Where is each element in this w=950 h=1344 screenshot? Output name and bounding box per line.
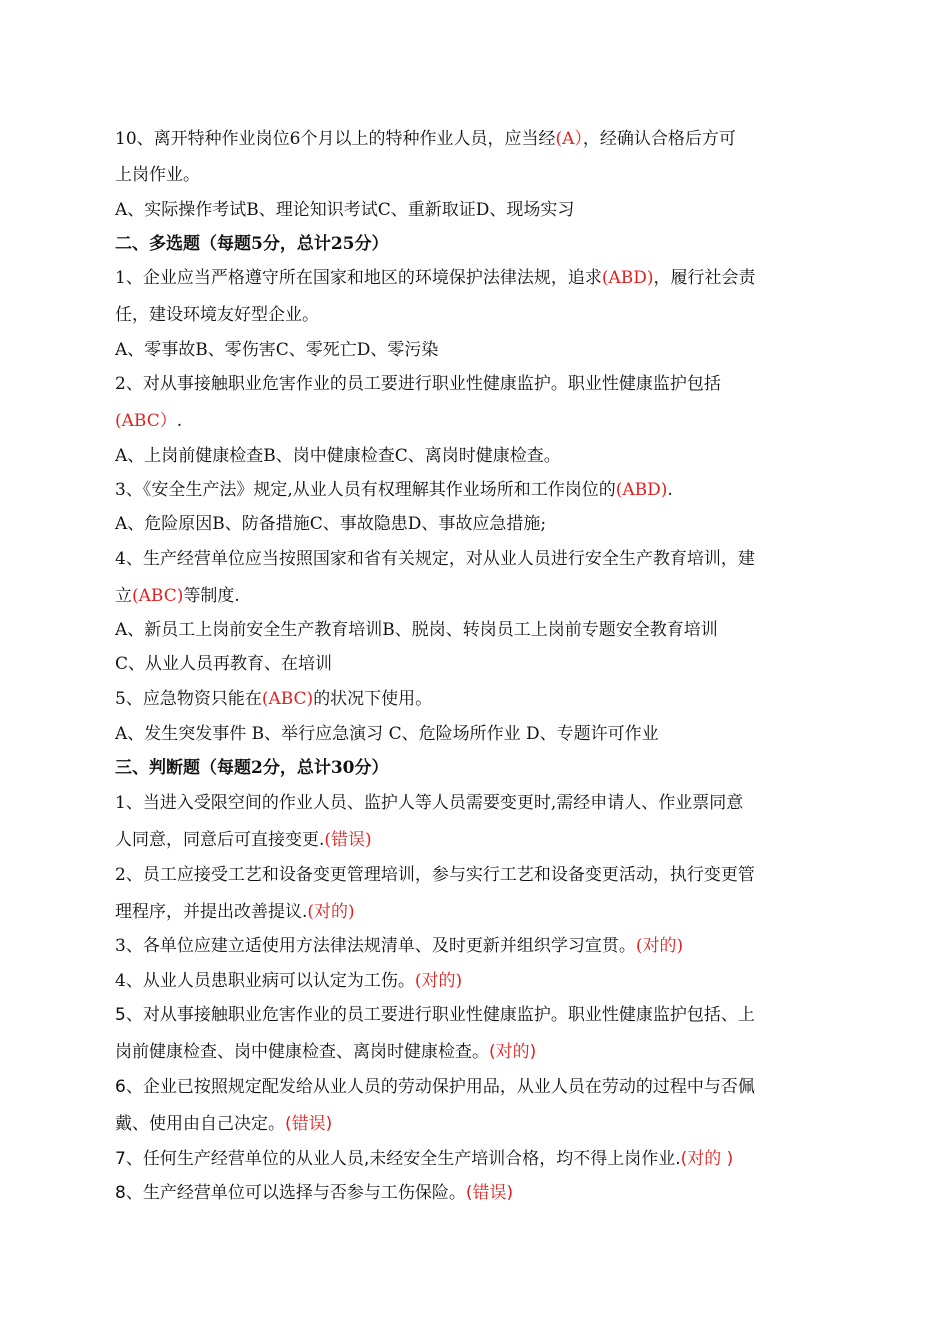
answer-mark: (错误) xyxy=(324,830,372,850)
mc-q2-line-2: (ABC）. xyxy=(115,411,183,431)
mc-q3-options: A、危险原因B、防备措施C、事故隐患D、事故应急措施; xyxy=(115,514,547,534)
mc-q1-line-2: 任，建设环境友好型企业。 xyxy=(115,305,319,325)
q10-options: A、实际操作考试B、理论知识考试C、重新取证D、现场实习 xyxy=(115,200,575,220)
tf-q6-line-1: 6、企业已按照规定配发给从业人员的劳动保护用品，从业人员在劳动的过程中与否佩 xyxy=(115,1077,755,1097)
answer-mark: (对的) xyxy=(414,971,463,991)
mc-q4-options-2: C、从业人员再教育、在培训 xyxy=(115,654,333,674)
section-3-heading: 三、判断题（每题2分，总计30分） xyxy=(115,758,389,778)
answer-mark: (ABD) xyxy=(615,480,668,500)
tf-q1-line-1: 1、当进入受限空间的作业人员、监护人等人员需要变更时,需经申请人、作业票同意 xyxy=(115,793,744,813)
mc-q2-options: A、上岗前健康检查B、岗中健康检查C、离岗时健康检查。 xyxy=(115,446,561,466)
tf-q7-line: 7、任何生产经营单位的从业人员,未经安全生产培训合格，均不得上岗作业.(对的 ) xyxy=(115,1149,734,1169)
answer-mark: (ABD) xyxy=(601,268,654,288)
answer-mark: (对的) xyxy=(307,902,355,922)
q10-line-2: 上岗作业。 xyxy=(115,165,200,185)
answer-mark: (ABC) xyxy=(132,586,184,606)
tf-q2-line-2: 理程序，并提出改善提议.(对的) xyxy=(115,902,355,922)
section-2-heading: 二、多选题（每题5分，总计25分） xyxy=(115,234,389,254)
tf-q5-line-1: 5、对从事接触职业危害作业的员工要进行职业性健康监护。职业性健康监护包括、上 xyxy=(115,1005,755,1025)
tf-q2-line-1: 2、员工应接受工艺和设备变更管理培训，参与实行工艺和设备变更活动，执行变更管 xyxy=(115,865,755,885)
answer-mark: (ABC) xyxy=(261,689,314,709)
mc-q5-options: A、发生突发事件 B、举行应急演习 C、危险场所作业 D、专题许可作业 xyxy=(115,724,659,744)
q10-line-1: 10、离开特种作业岗位6个月以上的特种作业人员，应当经(A），经确认合格后方可 xyxy=(115,129,736,149)
tf-q5-line-2: 岗前健康检查、岗中健康检查、离岗时健康检查。(对的) xyxy=(115,1042,537,1062)
mc-q3-line-1: 3、《安全生产法》规定,从业人员有权理解其作业场所和工作岗位的(ABD). xyxy=(115,480,673,500)
mc-q4-line-2: 立(ABC)等制度. xyxy=(115,586,240,606)
answer-mark: (错误) xyxy=(465,1183,514,1203)
mc-q4-options-1: A、新员工上岗前安全生产教育培训B、脱岗、转岗员工上岗前专题安全教育培训 xyxy=(115,620,718,640)
answer-mark: (对的) xyxy=(489,1042,537,1062)
answer-mark: (对的) xyxy=(635,936,684,956)
answer-mark: (对的 ) xyxy=(680,1149,734,1169)
mc-q1-options: A、零事故B、零伤害C、零死亡D、零污染 xyxy=(115,340,439,360)
tf-q6-line-2: 戴、使用由自己决定。(错误) xyxy=(115,1114,333,1134)
mc-q4-line-1: 4、生产经营单位应当按照国家和省有关规定，对从业人员进行安全生产教育培训，建 xyxy=(115,549,755,569)
mc-q2-line-1: 2、对从事接触职业危害作业的员工要进行职业性健康监护。职业性健康监护包括 xyxy=(115,374,721,394)
answer-mark: (错误) xyxy=(285,1114,333,1134)
answer-mark: (ABC） xyxy=(115,411,177,431)
answer-mark: (A） xyxy=(555,129,583,149)
tf-q8-line: 8、生产经营单位可以选择与否参与工伤保险。(错误) xyxy=(115,1183,514,1203)
tf-q4-line: 4、从业人员患职业病可以认定为工伤。(对的) xyxy=(115,971,463,991)
tf-q3-line: 3、各单位应建立适使用方法律法规清单、及时更新并组织学习宣贯。(对的) xyxy=(115,936,684,956)
mc-q1-line-1: 1、企业应当严格遵守所在国家和地区的环境保护法律法规，追求(ABD)，履行社会责 xyxy=(115,268,756,288)
tf-q1-line-2: 人同意，同意后可直接变更.(错误) xyxy=(115,830,372,850)
mc-q5-line-1: 5、应急物资只能在(ABC)的状况下使用。 xyxy=(115,689,433,709)
